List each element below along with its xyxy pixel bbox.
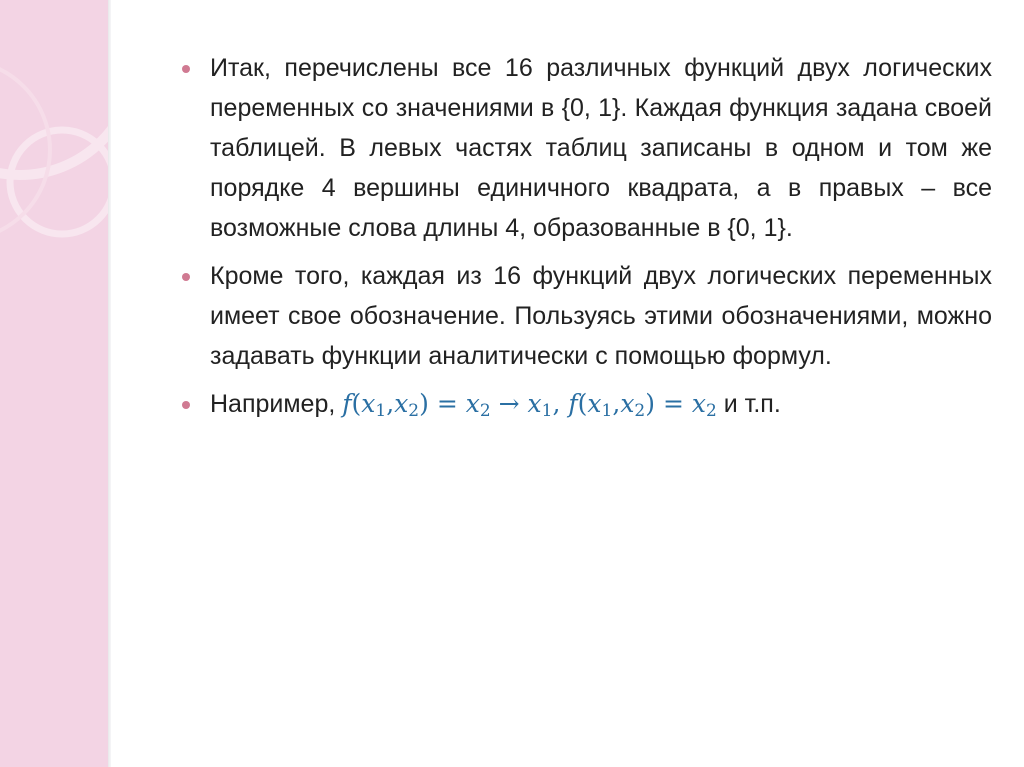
formula: $f(x_1,x_2) = x_2 \to x_1$, $f(x_1,x_2) = x_2$ [342,389,717,421]
decorative-rings-graphic [0,0,108,300]
bullet-dot-icon [182,401,190,409]
band-edge-divider [108,0,111,767]
bullet-item [180,48,992,248]
bullet-dot-icon [182,65,190,73]
bullet-dot-icon [182,273,190,281]
decorative-side-band [0,0,108,767]
bullet-text: Кроме того, каждая из 16 функций двух логических переменных имеет свое обозначение. Пользуясь этими обозначениями, можно задавать функции аналитически с помощью формул. [210,262,992,370]
example-suffix: и т.п. [716,390,781,418]
bullet-item [180,256,992,376]
bullet-text: Итак, перечислены все 16 различных функций двух логических переменных со значениями в {0, 1}. Каждая функция задана своей таблицей. В левых частях таблиц записаны в одном и том же порядке 4 вершины единичного квадрата, а в правых – все возможные слова длины 4, образованные в {0, 1}. [210,54,992,242]
slide-content [180,48,992,432]
example-prefix: Например, [210,390,343,418]
bullet-item [180,384,992,424]
